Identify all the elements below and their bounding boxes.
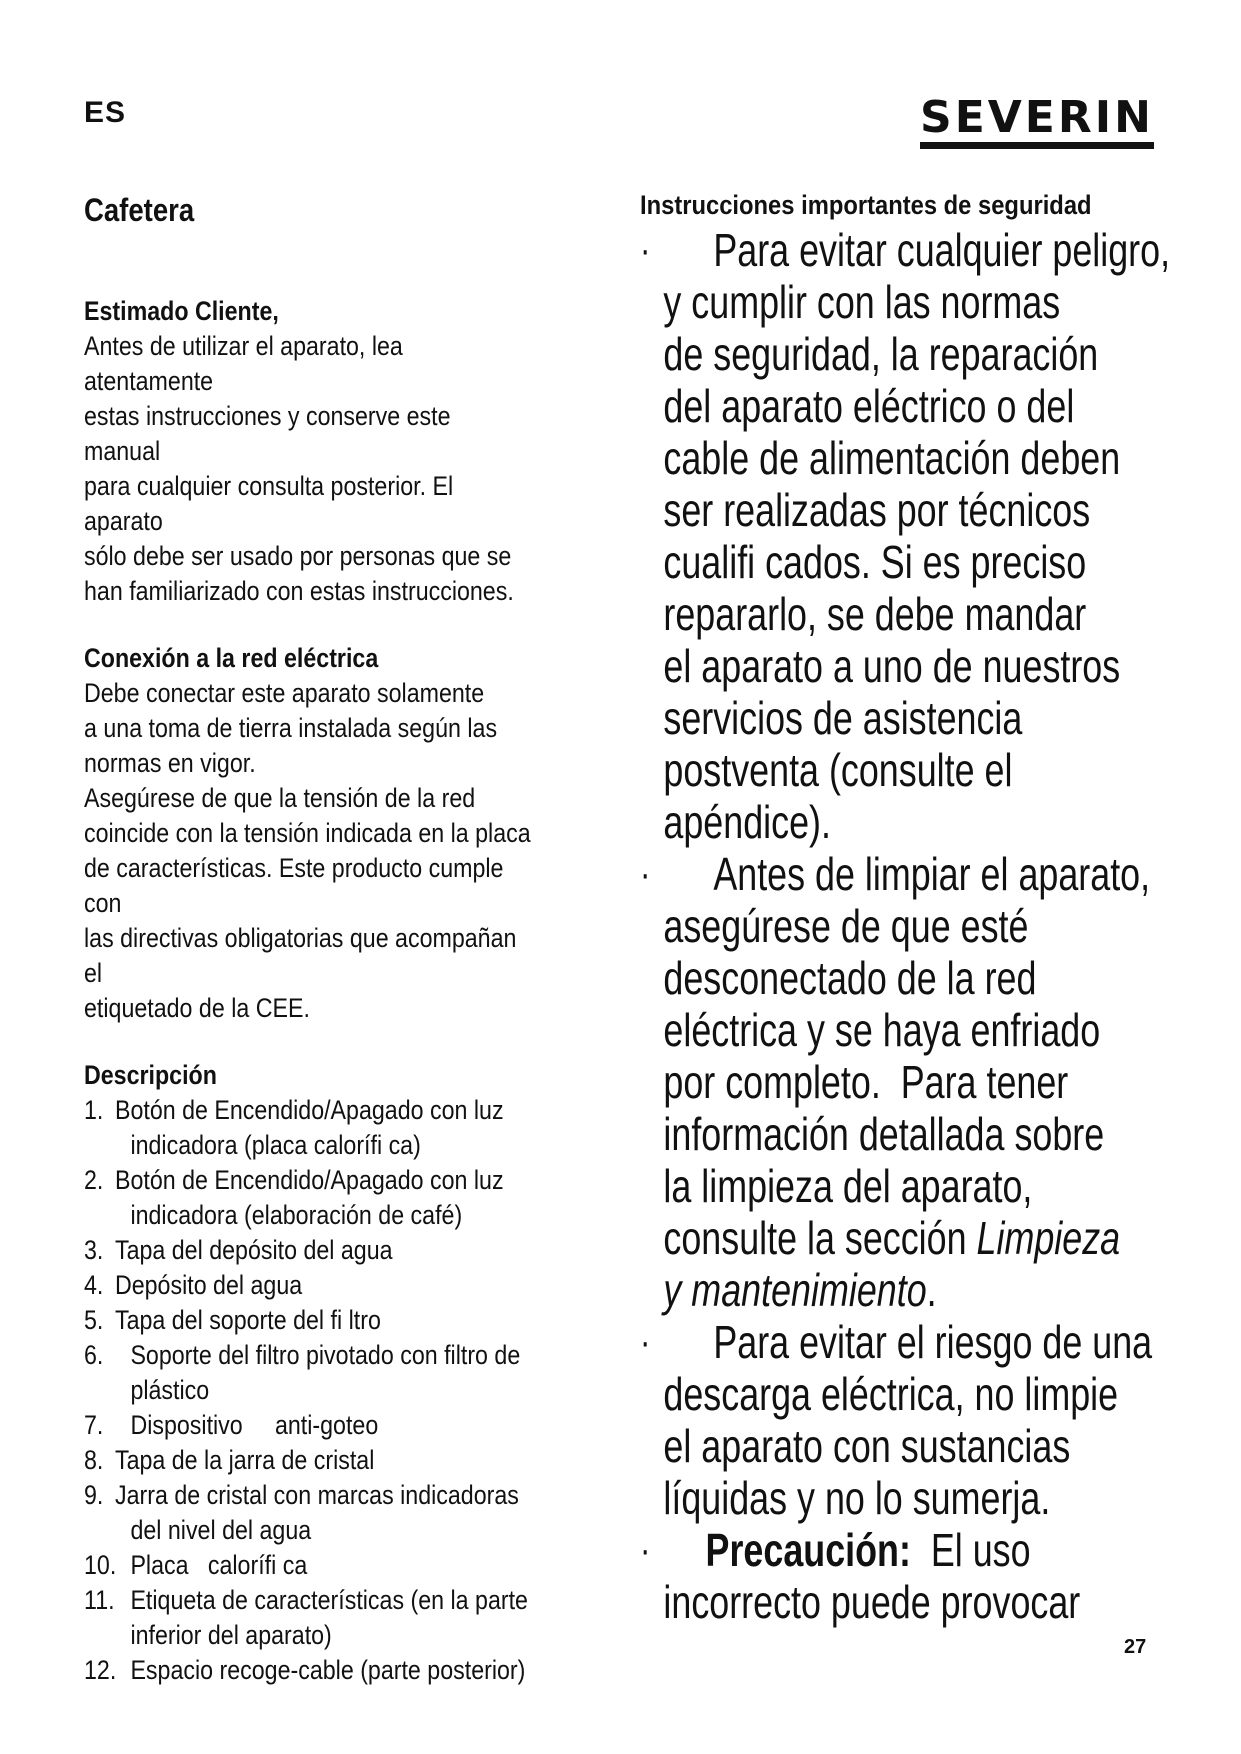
list-item: 7. Dispositivo anti-goteo bbox=[84, 1410, 379, 1440]
text-line: etiquetado de la CEE. bbox=[84, 993, 310, 1023]
text-line: para cualquier consulta posterior. El aparato bbox=[84, 471, 454, 536]
brand-logo: SEVERIN bbox=[920, 96, 1154, 149]
description-heading: Descripción bbox=[84, 1060, 217, 1090]
bullet-icon: · bbox=[640, 1320, 651, 1364]
text-line: coincide con la tensión indicada en la placa bbox=[84, 818, 531, 848]
safety-bullet-repair: · Para evitar cualquier peligro, y cumplir con las normas de seguridad, la reparación del aparato eléctrico o del cable de alimentación deben ser realizadas por técnicos cualifi cados. Si es preciso repararlo, se debe mandar el aparato a uno de nuestros servicios de asistencia postventa (consulte el apéndice). bbox=[640, 224, 1171, 848]
text-line: sólo debe ser usado por personas que se bbox=[84, 541, 512, 571]
list-item: 9. Jarra de cristal con marcas indicadoras del nivel del agua bbox=[84, 1480, 519, 1545]
text-line: de características. Este producto cumple con bbox=[84, 853, 504, 918]
text-line: Debe conectar este aparato solamente bbox=[84, 678, 485, 708]
safety-bullet-cleaning: · Antes de limpiar el aparato, asegúrese de que esté desconectado de la red eléctrica y se haya enfriado por completo. Para tener información detallada sobre la limpieza del aparato, consulte la sección Limpieza y mantenimiento. bbox=[640, 848, 1151, 1316]
list-item: 3. Tapa del depósito del agua bbox=[84, 1235, 393, 1265]
safety-bullet-caution: · Precaución: El uso incorrecto puede provocar bbox=[640, 1524, 1081, 1628]
connection-text bbox=[84, 676, 531, 1026]
text-line: Antes de utilizar el aparato, lea atentamente bbox=[84, 331, 403, 396]
dear-customer-text bbox=[84, 329, 531, 609]
text-line: estas instrucciones y conserve este manual bbox=[84, 401, 451, 466]
safety-heading: Instrucciones importantes de seguridad bbox=[640, 190, 1092, 220]
safety-bullet-shock: · Para evitar el riesgo de una descarga eléctrica, no limpie el aparato con sustancias líquidas y no lo sumerja. bbox=[640, 1316, 1153, 1524]
dear-customer-heading: Estimado Cliente, bbox=[84, 296, 279, 326]
language-code: ES bbox=[84, 96, 127, 129]
left-column bbox=[84, 190, 531, 1688]
description-list bbox=[84, 1093, 531, 1688]
list-item: 11. Etiqueta de características (en la parte inferior del aparato) bbox=[84, 1585, 528, 1650]
bullet-icon: · bbox=[640, 228, 651, 272]
list-item: 12. Espacio recoge-cable (parte posterior) bbox=[84, 1655, 526, 1685]
list-item: 5. Tapa del soporte del fi ltro bbox=[84, 1305, 381, 1335]
section-reference: y mantenimiento bbox=[663, 1264, 927, 1316]
list-item: 6. Soporte del filtro pivotado con filtro de plástico bbox=[84, 1340, 521, 1405]
safety-bullets bbox=[640, 224, 1241, 1628]
list-item: 10. Placa calorífi ca bbox=[84, 1550, 308, 1580]
page-number: 27 bbox=[1124, 1636, 1147, 1658]
bullet-icon: · bbox=[640, 1528, 651, 1572]
list-item: 8. Tapa de la jarra de cristal bbox=[84, 1445, 375, 1475]
bullet-icon: · bbox=[640, 852, 651, 896]
list-item: 4. Depósito del agua bbox=[84, 1270, 303, 1300]
right-column bbox=[640, 188, 1220, 1628]
list-item: 2. Botón de Encendido/Apagado con luz indicadora (elaboración de café) bbox=[84, 1165, 504, 1230]
page-title: Cafetera bbox=[84, 192, 195, 228]
connection-heading: Conexión a la red eléctrica bbox=[84, 643, 379, 673]
text-line: han familiarizado con estas instrucciones. bbox=[84, 576, 514, 606]
text-line: normas en vigor. bbox=[84, 748, 256, 778]
caution-label: Precaución: bbox=[705, 1524, 911, 1576]
list-item: 1. Botón de Encendido/Apagado con luz indicadora (placa calorífi ca) bbox=[84, 1095, 504, 1160]
text-line: a una toma de tierra instalada según las bbox=[84, 713, 498, 743]
section-reference: Limpieza bbox=[976, 1212, 1121, 1264]
text-line: Asegúrese de que la tensión de la red bbox=[84, 783, 476, 813]
text-line: las directivas obligatorias que acompañan el bbox=[84, 923, 517, 988]
